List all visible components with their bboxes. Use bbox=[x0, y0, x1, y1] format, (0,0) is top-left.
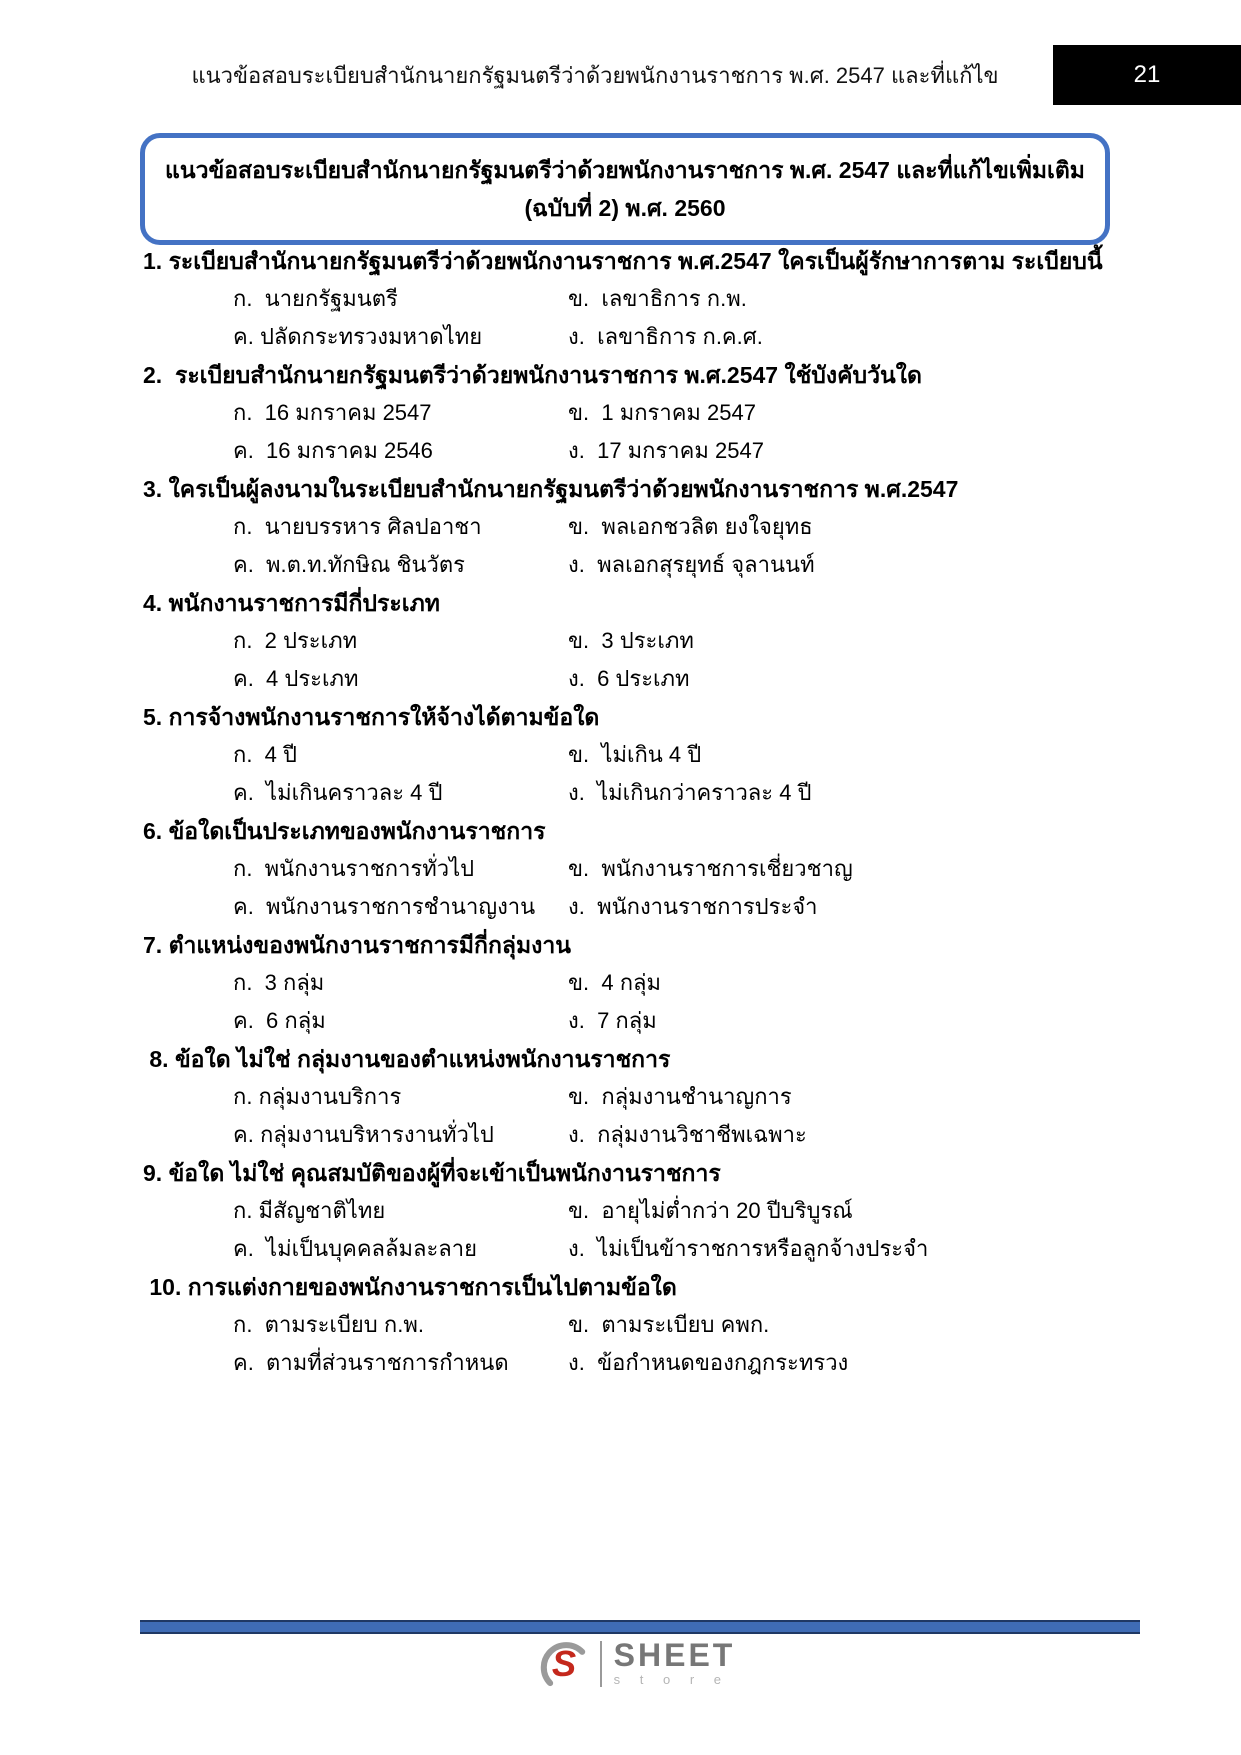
question-text: 5. การจ้างพนักงานราชการให้จ้างได้ตามข้อใด bbox=[143, 704, 600, 730]
question-text: 3. ใครเป็นผู้ลงนามในระเบียบสำนักนายกรัฐมนตรีว่าด้วยพนักงานราชการ พ.ศ.2547 bbox=[143, 476, 959, 502]
svg-text:S: S bbox=[551, 1643, 576, 1685]
option-grid bbox=[233, 850, 1118, 926]
question-text: 10. การแต่งกายของพนักงานราชการเป็นไปตามข้อใด bbox=[143, 1274, 677, 1300]
option-b: ข. อายุไม่ต่ำกว่า 20 ปีบริบูรณ์ bbox=[568, 1198, 853, 1223]
question-5 bbox=[143, 698, 1118, 812]
option-a: ก. กลุ่มงานบริการ bbox=[233, 1084, 402, 1109]
option-b: ข. พนักงานราชการเชี่ยวชาญ bbox=[568, 856, 853, 881]
brand-subtitle: s t o r e bbox=[613, 1672, 730, 1687]
option-d: ง. 6 ประเภท bbox=[568, 666, 690, 691]
option-a: ก. ตามระเบียบ ก.พ. bbox=[233, 1312, 424, 1337]
option-c: ค. ตามที่ส่วนราชการกำหนด bbox=[233, 1350, 509, 1375]
sheet-store-logo-icon bbox=[538, 1638, 590, 1690]
option-grid bbox=[233, 1306, 1118, 1382]
option-b: ข. 3 ประเภท bbox=[568, 628, 694, 653]
page-number-badge: 21 bbox=[1053, 45, 1241, 105]
option-grid bbox=[233, 394, 1118, 470]
option-grid bbox=[233, 280, 1118, 356]
option-grid bbox=[233, 1078, 1118, 1154]
exam-title-line1: แนวข้อสอบระเบียบสำนักนายกรัฐมนตรีว่าด้วยพนักงานราชการ พ.ศ. 2547 และที่แก้ไขเพิ่มเติม bbox=[165, 157, 1085, 183]
question-9 bbox=[143, 1154, 1118, 1268]
option-b: ข. กลุ่มงานชำนาญการ bbox=[568, 1084, 792, 1109]
brand-name: SHEET bbox=[613, 1637, 736, 1673]
option-c: ค. 6 กลุ่ม bbox=[233, 1008, 326, 1033]
option-d: ง. ข้อกำหนดของกฎกระทรวง bbox=[568, 1350, 849, 1375]
option-d: ง. พนักงานราชการประจำ bbox=[568, 894, 818, 919]
option-c: ค. 16 มกราคม 2546 bbox=[233, 438, 433, 463]
option-a: ก. 2 ประเภท bbox=[233, 628, 358, 653]
option-grid bbox=[233, 622, 1118, 698]
option-b: ข. เลขาธิการ ก.พ. bbox=[568, 286, 747, 311]
option-a: ก. 16 มกราคม 2547 bbox=[233, 400, 432, 425]
option-c: ค. 4 ประเภท bbox=[233, 666, 359, 691]
option-c: ค. พนักงานราชการชำนาญงาน bbox=[233, 894, 536, 919]
option-grid bbox=[233, 736, 1118, 812]
option-c: ค. ปลัดกระทรวงมหาดไทย bbox=[233, 324, 483, 349]
footer-divider-bar bbox=[140, 1620, 1140, 1634]
question-3 bbox=[143, 470, 1118, 584]
question-8 bbox=[143, 1040, 1118, 1154]
option-a: ก. 3 กลุ่ม bbox=[233, 970, 325, 995]
option-grid bbox=[233, 964, 1118, 1040]
option-a: ก. นายบรรหาร ศิลปอาชา bbox=[233, 514, 482, 539]
brand-text bbox=[613, 1637, 736, 1688]
exam-title-line2: (ฉบับที่ 2) พ.ศ. 2560 bbox=[524, 194, 726, 221]
question-text: 6. ข้อใดเป็นประเภทของพนักงานราชการ bbox=[143, 818, 546, 844]
option-b: ข. 1 มกราคม 2547 bbox=[568, 400, 756, 425]
option-c: ค. ไม่เกินคราวละ 4 ปี bbox=[233, 780, 443, 805]
option-c: ค. กลุ่มงานบริหารงานทั่วไป bbox=[233, 1122, 494, 1147]
option-b: ข. พลเอกชวลิต ยงใจยุทธ bbox=[568, 514, 813, 539]
question-text: 2. ระเบียบสำนักนายกรัฐมนตรีว่าด้วยพนักงานราชการ พ.ศ.2547 ใช้บังคับวันใด bbox=[143, 362, 922, 388]
option-grid bbox=[233, 1192, 1118, 1268]
option-c: ค. พ.ต.ท.ทักษิณ ชินวัตร bbox=[233, 552, 465, 577]
question-1 bbox=[143, 242, 1118, 356]
question-text: 8. ข้อใด ไม่ใช่ กลุ่มงานของตำแหน่งพนักงานราชการ bbox=[143, 1046, 671, 1072]
option-c: ค. ไม่เป็นบุคคลล้มละลาย bbox=[233, 1236, 478, 1261]
question-text: 9. ข้อใด ไม่ใช่ คุณสมบัติของผู้ที่จะเข้าเป็นพนักงานราชการ bbox=[143, 1160, 721, 1186]
footer-logo bbox=[16, 1638, 1241, 1690]
option-d: ง. ไม่เกินกว่าคราวละ 4 ปี bbox=[568, 780, 812, 805]
option-b: ข. 4 กลุ่ม bbox=[568, 970, 662, 995]
option-b: ข. ไม่เกิน 4 ปี bbox=[568, 742, 702, 767]
option-d: ง. เลขาธิการ ก.ค.ศ. bbox=[568, 324, 763, 349]
option-a: ก. พนักงานราชการทั่วไป bbox=[233, 856, 475, 881]
question-4 bbox=[143, 584, 1118, 698]
option-d: ง. 7 กลุ่ม bbox=[568, 1008, 657, 1033]
logo-divider bbox=[600, 1641, 602, 1687]
question-7 bbox=[143, 926, 1118, 1040]
option-a: ก. มีสัญชาติไทย bbox=[233, 1198, 386, 1223]
option-a: ก. นายกรัฐมนตรี bbox=[233, 286, 398, 311]
option-d: ง. 17 มกราคม 2547 bbox=[568, 438, 764, 463]
question-text: 1. ระเบียบสำนักนายกรัฐมนตรีว่าด้วยพนักงานราชการ พ.ศ.2547 ใครเป็นผู้รักษาการตาม ระเบียบนี้ bbox=[143, 248, 1103, 274]
option-d: ง. พลเอกสุรยุทธ์ จุลานนท์ bbox=[568, 552, 815, 577]
option-a: ก. 4 ปี bbox=[233, 742, 297, 767]
question-text: 4. พนักงานราชการมีกี่ประเภท bbox=[143, 590, 440, 616]
option-d: ง. กลุ่มงานวิชาชีพเฉพาะ bbox=[568, 1122, 807, 1147]
option-d: ง. ไม่เป็นข้าราชการหรือลูกจ้างประจำ bbox=[568, 1236, 929, 1261]
question-2 bbox=[143, 356, 1118, 470]
page-header-title: แนวข้อสอบระเบียบสำนักนายกรัฐมนตรีว่าด้วยพนักงานราชการ พ.ศ. 2547 และที่แก้ไข bbox=[191, 63, 999, 88]
question-6 bbox=[143, 812, 1118, 926]
exam-title-box bbox=[140, 133, 1110, 245]
option-grid bbox=[233, 508, 1118, 584]
question-10 bbox=[143, 1268, 1118, 1382]
option-b: ข. ตามระเบียบ คพก. bbox=[568, 1312, 770, 1337]
question-list bbox=[143, 242, 1118, 1382]
question-text: 7. ตำแหน่งของพนักงานราชการมีกี่กลุ่มงาน bbox=[143, 932, 572, 958]
